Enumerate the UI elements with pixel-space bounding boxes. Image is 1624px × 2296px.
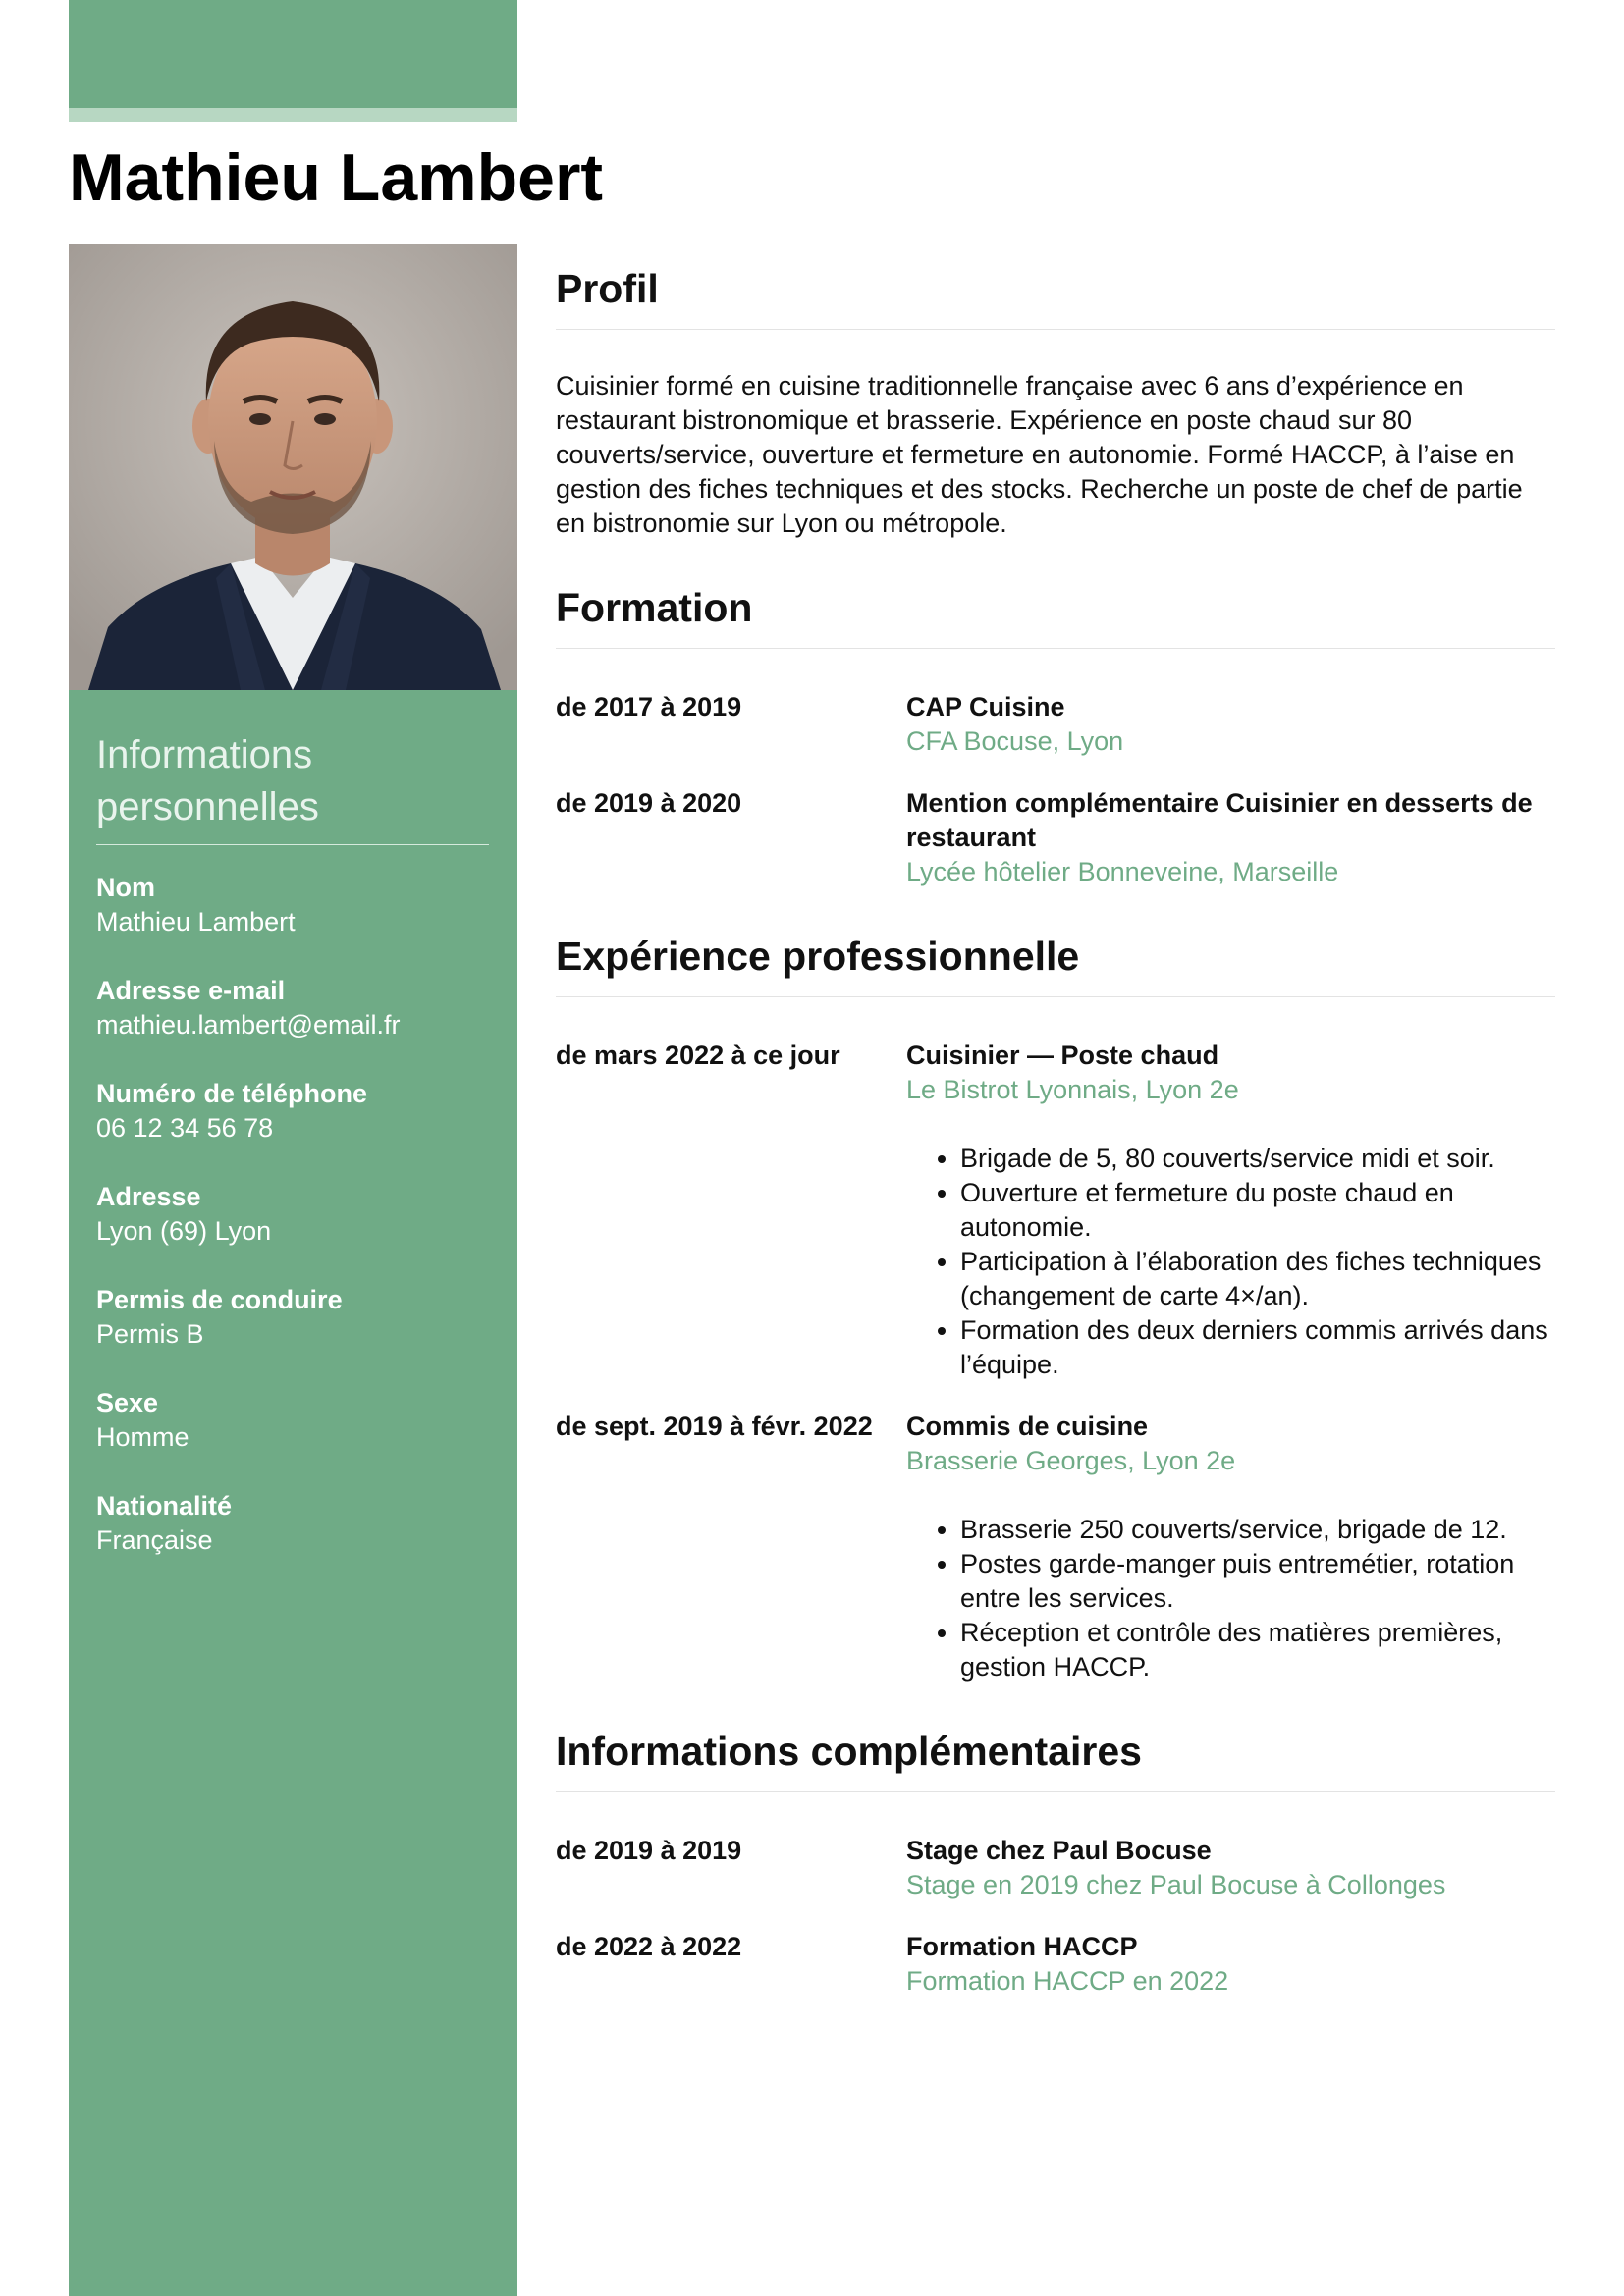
personal-info-label: Numéro de téléphone [96,1079,368,1108]
formation-entry [556,786,1555,889]
entry-title: CAP Cuisine [906,692,1065,721]
entry-place: Formation HACCP en 2022 [906,1966,1229,1996]
section-profil [556,265,1555,541]
bullet-item: • Brigade de 5, 80 couverts/service midi et soir. [960,1142,1555,1176]
entry-body [906,1834,1555,1902]
personal-info-label: Nom [96,873,155,902]
header-accent-stripe [69,108,517,122]
entry-date: de sept. 2019 à févr. 2022 [556,1412,873,1441]
bullet-item: • Brasserie 250 couverts/service, brigade de 12. [960,1513,1555,1547]
personal-info-label: Adresse e-mail [96,976,286,1005]
entry-title: Commis de cuisine [906,1412,1149,1441]
entry-title: Formation HACCP [906,1932,1138,1961]
personal-info-divider [96,844,489,845]
complementaire-entry [556,1834,1555,1902]
entry-body [906,1410,1555,1684]
section-title: Informations complémentaires [556,1728,1555,1792]
entry-title: Stage chez Paul Bocuse [906,1836,1212,1865]
entry-title: Cuisinier — Poste chaud [906,1041,1219,1070]
entry-place: Brasserie Georges, Lyon 2e [906,1446,1236,1475]
personal-info-value: 06 12 34 56 78 [96,1113,274,1143]
entry-bullets [906,1142,1555,1382]
personal-info-label: Nationalité [96,1491,233,1521]
entry-body [906,690,1555,759]
section-complementaires [556,1728,1555,2042]
personal-info-item-sex [96,1386,499,1455]
personal-info-title: Informations personnelles [96,733,319,828]
personal-info-value: Homme [96,1422,189,1452]
section-experience [556,933,1555,1728]
experience-entry [556,1410,1555,1684]
entry-date: de 2019 à 2020 [556,788,742,818]
entry-body [906,786,1555,889]
entry-date: de 2017 à 2019 [556,692,742,721]
experience-entries [556,997,1555,1728]
section-title: Profil [556,265,1555,330]
complementaires-entries [556,1792,1555,2042]
entry-date: de 2022 à 2022 [556,1932,742,1961]
bullet-item: • Postes garde-manger puis entremétier, rotation entre les services. [960,1547,1555,1616]
entry-body [906,1930,1555,1999]
entry-place: Lycée hôtelier Bonneveine, Marseille [906,857,1339,886]
personal-info-label: Sexe [96,1388,159,1417]
entry-place: Le Bistrot Lyonnais, Lyon 2e [906,1075,1239,1104]
personal-info-item-nationality [96,1489,499,1558]
entry-date: de 2019 à 2019 [556,1836,742,1865]
personal-info-value: Mathieu Lambert [96,907,296,936]
personal-info-list [96,871,499,1592]
personal-info-label: Permis de conduire [96,1285,343,1314]
entry-body [906,1039,1555,1382]
entry-place: Stage en 2019 chez Paul Bocuse à Collonges [906,1870,1446,1899]
section-title: Expérience professionnelle [556,933,1555,997]
complementaire-entry [556,1930,1555,1999]
personal-info-item-email [96,974,499,1042]
bullet-item: • Participation à l’élaboration des fiches techniques (changement de carte 4×/an). [960,1245,1555,1313]
entry-date: de mars 2022 à ce jour [556,1041,840,1070]
bullet-item: • Formation des deux derniers commis arrivés dans l’équipe. [960,1313,1555,1382]
section-title: Formation [556,584,1555,649]
profile-photo [69,244,517,690]
entry-title: Mention complémentaire Cuisinier en desserts de restaurant [906,788,1533,852]
bullet-item: • Ouverture et fermeture du poste chaud en autonomie. [960,1176,1555,1245]
formation-entries [556,649,1555,933]
main-content [556,265,1555,2042]
sidebar [69,244,517,2296]
personal-info-item-address [96,1180,499,1249]
personal-info-item-license [96,1283,499,1352]
profil-text: Cuisinier formé en cuisine traditionnelle française avec 6 ans d’expérience en restaurant bistronomique et brasserie. Expérience en poste chaud sur 80 couverts/service, ouverture et fermeture en autonomie. Formé HACCP, à l’aise en gestion des fiches techniques et des stocks. Recherche un poste de chef de partie en bistronomie sur Lyon ou métropole. [556,371,1523,538]
personal-info-value: Permis B [96,1319,204,1349]
header-accent-band [69,0,517,108]
personal-info-value: Lyon (69) Lyon [96,1216,272,1246]
candidate-name: Mathieu Lambert [69,140,604,215]
section-formation [556,584,1555,933]
formation-entry [556,690,1555,759]
personal-info-value: Française [96,1525,213,1555]
personal-info-value: mathieu.lambert@email.fr [96,1010,401,1040]
personal-info-item-name [96,871,499,939]
entry-bullets [906,1513,1555,1684]
experience-entry [556,1039,1555,1382]
entry-place: CFA Bocuse, Lyon [906,726,1124,756]
personal-info-label: Adresse [96,1182,201,1211]
personal-info-item-phone [96,1077,499,1146]
bullet-item: • Réception et contrôle des matières premières, gestion HACCP. [960,1616,1555,1684]
